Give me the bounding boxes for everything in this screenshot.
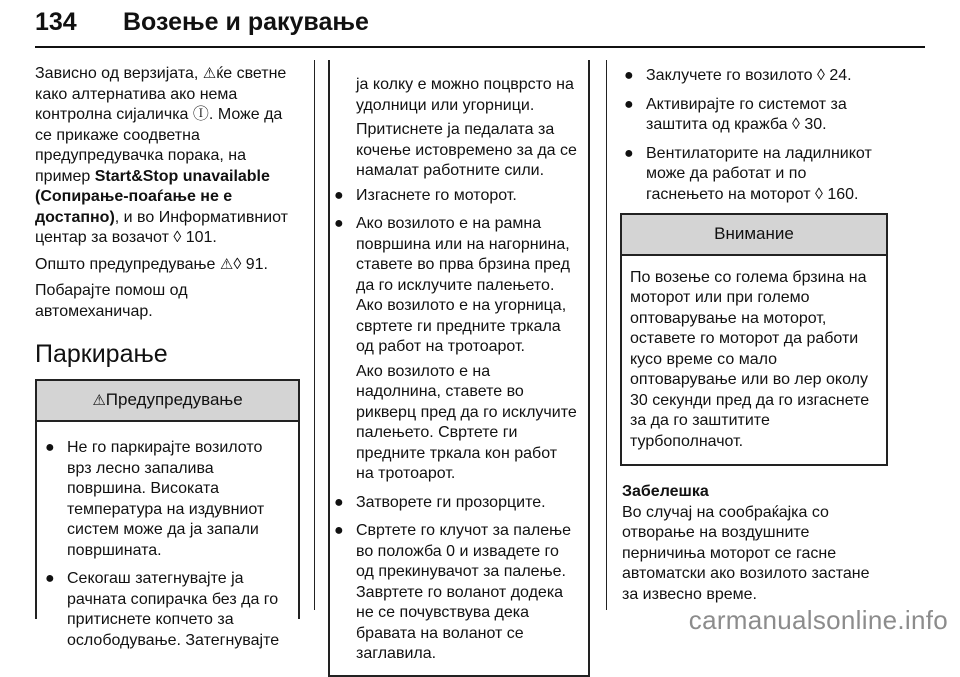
page-ref-arrow-icon: ◊ [816,67,825,84]
warning-box-continued [328,60,590,677]
page-number: 134 [35,8,77,36]
text-run: Општо предупредување [35,255,220,273]
list-item-text: Секогаш затегнувајте ја рачната сопирачка без да го притиснете копчето за ослободување. Затегнувајте [67,570,280,649]
list-item-text: Не го паркирајте возилото врз лесно запалива површина. Високата температура на издувниот систем може да ја запали површината. [67,439,265,559]
bullet-icon: ● [334,215,344,232]
warning-triangle-icon: ⚠ [202,65,217,82]
page-reference: 30. [804,116,827,133]
column-divider-right [606,60,607,610]
bullet-icon: ● [334,522,344,539]
list-item-text: Притиснете ја педалата за кочење истовремено за да се намалат работните сили. [356,121,577,179]
page-reference: 91. [245,255,268,273]
bullet-icon: ● [334,493,344,511]
list-item-text: Изгаснете го моторот. [356,186,517,204]
list-item [41,569,286,651]
page-reference: 160. [827,185,859,203]
page-ref-arrow-icon: ◊ [233,255,242,273]
indicator-lamp-icon: Ⓘ [192,106,209,123]
message-text: Start&Stop unavailable (Сопирање-поаѓање не е достапно) [35,167,270,226]
caution-box [620,213,888,466]
list-item-text: Свртете го клучот за палење во положба 0 и извадете го од прекинувачот за палење. Завртете го воланот додека не се почувствува дека бравата на воланот се заглавила. [356,522,571,662]
watermark: carmanualsonline.info [688,605,948,635]
page-ref-arrow-icon: ◊ [791,116,800,133]
bullet-icon: ● [624,95,634,113]
list-item-text: Ако возилото е на рамна површина или на нагорнина, ставете во прва брзина пред да го исклучите палењето. Ако возилото е на угорница, свртете ги предните тркала од работ на тротоарот. [356,215,570,355]
list-item [620,95,888,136]
general-warning-paragraph [35,255,300,276]
warning-triangle-icon: ⚠ [219,255,234,273]
list-item [41,438,286,561]
list-item-text: Затворете ги прозорците. [356,493,546,511]
middle-column [328,60,590,677]
right-column [620,66,888,605]
bullet-icon: ● [624,67,634,84]
steps-list [620,66,888,205]
warning-list-continued [330,75,578,665]
bullet-icon: ● [45,570,55,587]
list-item-text: Активирајте го системот за заштита од кражба [646,95,847,133]
help-paragraph: Побарајте помош од автомеханичар. [35,282,188,320]
list-item-text: Заклучете го возилото [646,67,817,84]
caution-box-text: По возење со голема брзина на моторот или при големо оптоварување на моторот, оставете го моторот да работи кусо време со мало оптоварување или во лер околу 30 секунди пред да го изгаснете за да го заштитите турбополначот. [630,268,870,450]
bullet-icon: ● [334,186,344,204]
warning-box-header [37,381,298,423]
column-divider-left [314,60,315,610]
page-header [35,8,925,44]
section-heading: Паркирање [35,340,168,368]
intro-paragraph [35,64,300,249]
list-item [330,521,578,665]
text-run: ќе светне како алтернатива ако нема контролна сијаличка [35,65,287,123]
list-item-text: ја колку е можно поцврсто на удолници или угорници. [356,76,574,114]
list-item [330,186,578,207]
bullet-icon: ● [624,144,634,162]
page-title: Возење и ракување [123,8,369,36]
note-text: Во случај на сообраќајка со отворање на воздушните перничиња моторот се гасне автоматски ако возилото застане за извесно време. [622,503,870,603]
page-reference: 101. [185,229,217,246]
page-ref-arrow-icon: ◊ [173,229,182,246]
note-block [620,482,888,605]
text-run: Зависно од верзијата, [35,65,203,82]
warning-box-title: Предупредување [105,389,243,409]
warning-list [37,422,298,651]
list-item [330,214,578,485]
page-ref-arrow-icon: ◊ [814,185,823,203]
text-run: , и во Информативниот центар за возачот [35,208,288,246]
list-item-text: Вентилаторите на ладилникот може да работат и по гаснењето на моторот [646,144,872,203]
left-column [35,64,300,649]
list-item [620,66,888,87]
warning-box [35,379,300,649]
list-item [620,144,888,206]
bullet-icon: ● [45,439,55,456]
page-reference: 24. [829,67,852,84]
text-run: . Може да се прикаже соодветна предупредувачка порака, на пример [35,106,283,185]
caution-box-header: Внимание [622,215,886,256]
list-item [330,493,578,514]
warning-triangle-icon: ⚠ [92,391,106,409]
list-item [330,75,578,182]
header-divider [35,46,925,48]
note-title: Забелешка [622,483,709,500]
list-item-text: Ако возилото е на надолнина, ставете во рикверц пред да го исклучите палењето. Свртете ги предните тркала кон работ на тротоарот. [356,362,577,482]
